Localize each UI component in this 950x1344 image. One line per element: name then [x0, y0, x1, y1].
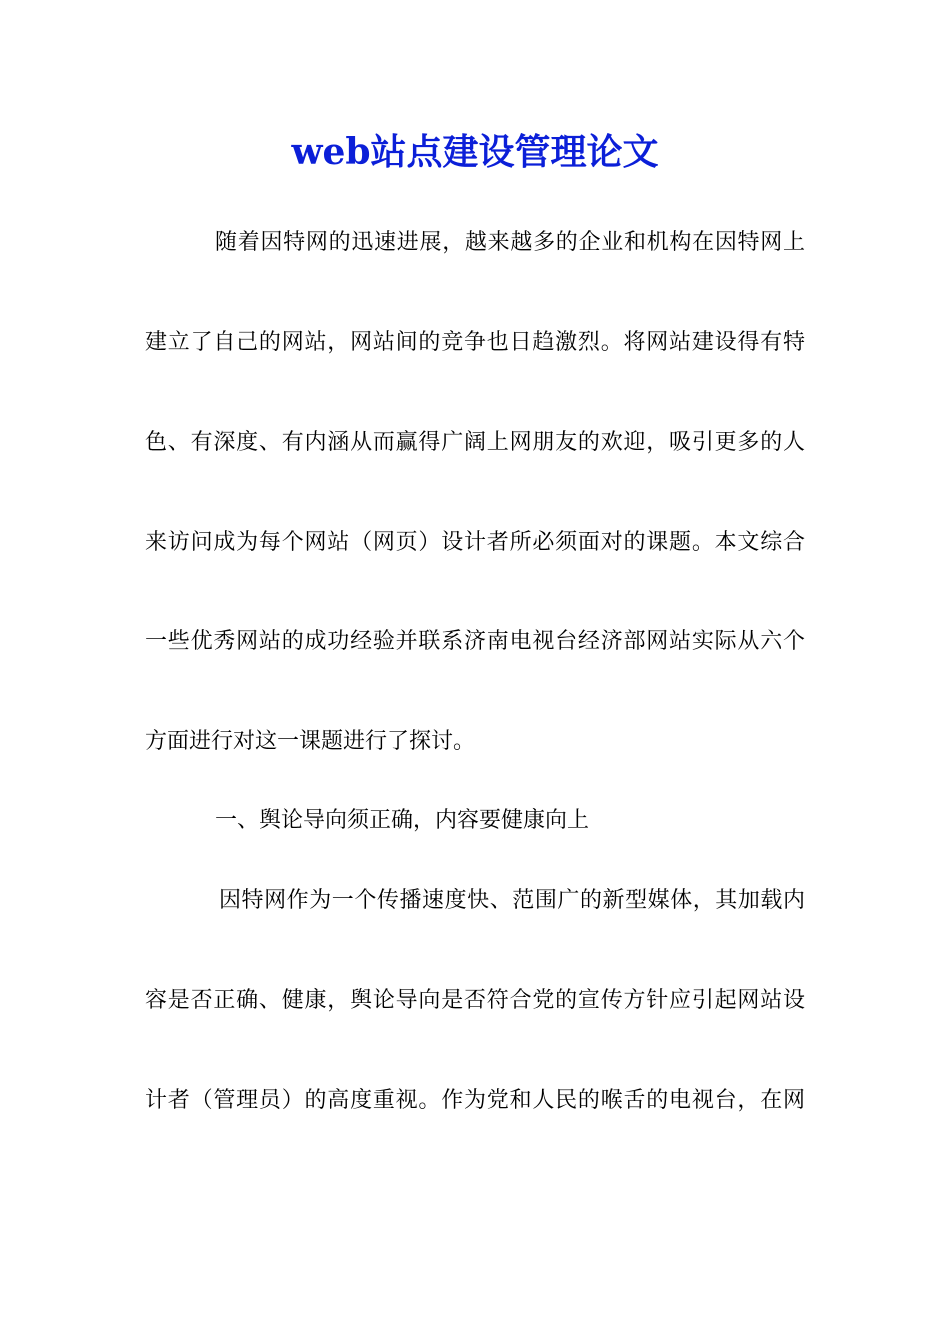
document-title: web站点建设管理论文: [291, 131, 659, 173]
paragraph-line: 方面进行对这一课题进行了探讨。: [145, 729, 476, 754]
paragraph-line: 建立了自己的网站，网站间的竞争也日趋激烈。将网站建设得有特: [145, 330, 805, 355]
paragraph-line: 容是否正确、健康，舆论导向是否符合党的宣传方针应引起网站设: [145, 988, 805, 1013]
paragraph-line: 计者（管理员）的高度重视。作为党和人民的喉舌的电视台，在网: [145, 1088, 805, 1113]
paragraph-line: 随着因特网的迅速进展，越来越多的企业和机构在因特网上: [215, 230, 805, 255]
paragraph-line: 因特网作为一个传播速度快、范围广的新型媒体，其加载内: [219, 888, 805, 913]
section-heading: 一、舆论导向须正确，内容要健康向上: [215, 808, 590, 833]
paragraph-line: 一些优秀网站的成功经验并联系济南电视台经济部网站实际从六个: [145, 629, 805, 654]
paragraph-line: 色、有深度、有内涵从而赢得广阔上网朋友的欢迎，吸引更多的人: [145, 430, 805, 455]
paragraph-line: 来访问成为每个网站（网页）设计者所必须面对的课题。本文综合: [145, 530, 805, 555]
